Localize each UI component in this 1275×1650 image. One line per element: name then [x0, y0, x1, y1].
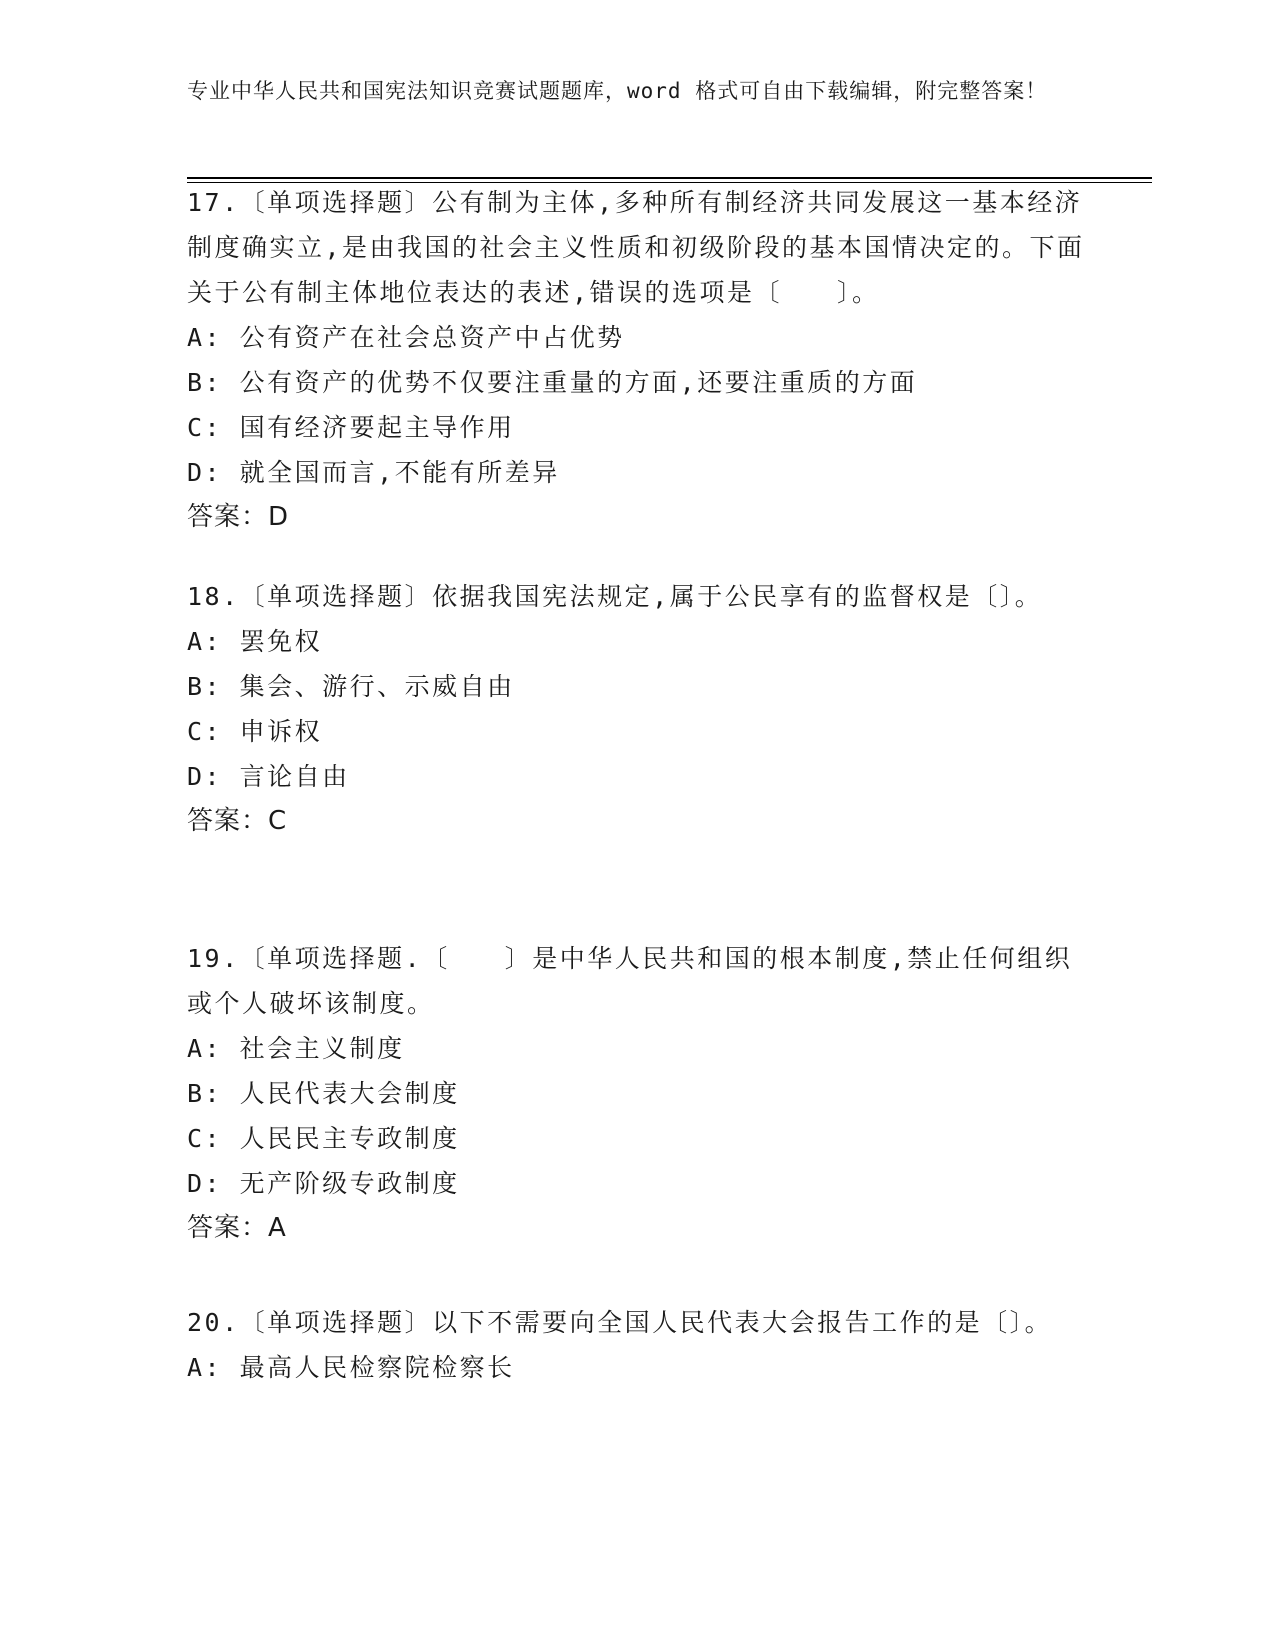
header-divider-thick [187, 177, 1152, 179]
option-d: D: 言论自由 [187, 762, 350, 791]
option-a: A: 最高人民检察院检察长 [187, 1353, 515, 1382]
option-a: A: 公有资产在社会总资产中占优势 [187, 323, 625, 352]
question-text: 17.〔单项选择题〕公有制为主体,多种所有制经济共同发展这一基本经济制度确实立,是由我国的社会主义性质和初级阶段的基本国情决定的。下面关于公有制主体地位表达的表述,错误的选项是〔 〕。 [187, 188, 1085, 307]
question-text: 19.〔单项选择题.〔 〕是中华人民共和国的根本制度,禁止任何组织或个人破坏该制度。 [187, 944, 1073, 1018]
answer: 答案：A [187, 1213, 287, 1243]
question-text: 18.〔单项选择题〕依据我国宪法规定,属于公民享有的监督权是〔〕。 [187, 582, 1043, 611]
option-b: B: 人民代表大会制度 [187, 1079, 460, 1108]
option-a: A: 罢免权 [187, 627, 323, 656]
option-d: D: 无产阶级专政制度 [187, 1169, 460, 1198]
question-19 [187, 936, 1087, 1251]
option-c: C: 国有经济要起主导作用 [187, 413, 515, 442]
option-d: D: 就全国而言,不能有所差异 [187, 458, 560, 487]
question-17 [187, 180, 1087, 540]
question-text: 20.〔单项选择题〕以下不需要向全国人民代表大会报告工作的是〔〕。 [187, 1308, 1053, 1337]
option-c: C: 申诉权 [187, 717, 323, 746]
answer: 答案：C [187, 806, 288, 836]
document-header: 专业中华人民共和国宪法知识竞赛试题题库，word 格式可自由下载编辑，附完整答案！ [187, 79, 1048, 103]
option-c: C: 人民民主专政制度 [187, 1124, 460, 1153]
option-b: B: 集会、游行、示威自由 [187, 672, 515, 701]
option-a: A: 社会主义制度 [187, 1034, 405, 1063]
question-20 [187, 1300, 1087, 1390]
question-18 [187, 574, 1087, 844]
option-b: B: 公有资产的优势不仅要注重量的方面,还要注重质的方面 [187, 368, 918, 397]
answer: 答案：D [187, 502, 290, 532]
